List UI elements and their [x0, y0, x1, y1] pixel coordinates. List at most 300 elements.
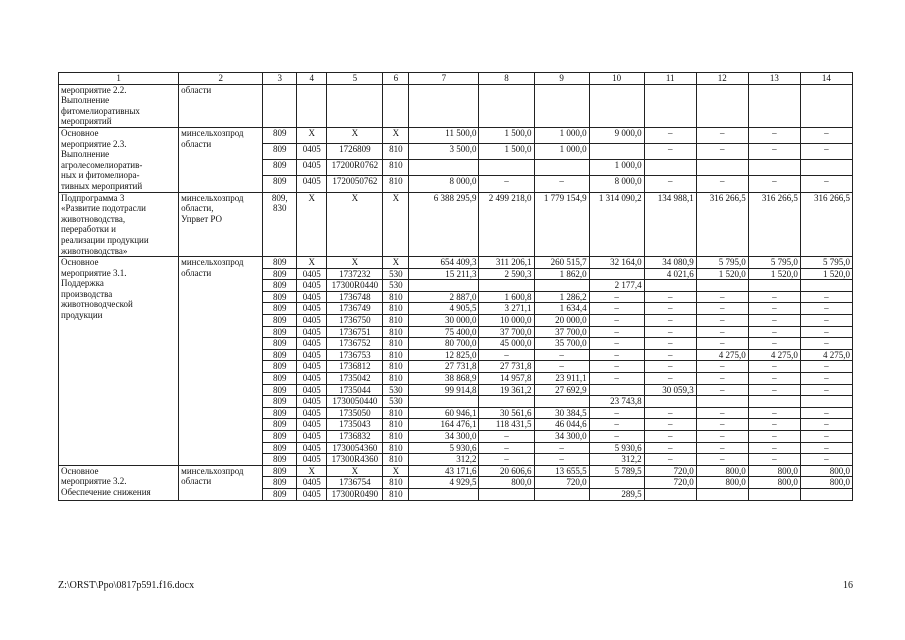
- amount-cell: –: [644, 454, 696, 466]
- amount-cell: 1 286,2: [534, 291, 589, 303]
- amount-cell: –: [589, 419, 644, 431]
- amount-cell: 164 476,1: [409, 419, 479, 431]
- code-cell: 809: [263, 396, 297, 408]
- amount-cell: –: [644, 291, 696, 303]
- code-cell: 809: [263, 454, 297, 466]
- code-cell: 810: [383, 291, 409, 303]
- amount-cell: [696, 396, 748, 408]
- amount-cell: [534, 488, 589, 500]
- amount-cell: 1 000,0: [534, 127, 589, 143]
- amount-cell: –: [696, 407, 748, 419]
- amount-cell: [800, 160, 852, 176]
- amount-cell: 1 779 154,9: [534, 192, 589, 257]
- code-cell: 810: [383, 419, 409, 431]
- amount-cell: –: [696, 291, 748, 303]
- code-cell: 0405: [297, 384, 327, 396]
- amount-cell: –: [589, 338, 644, 350]
- amount-cell: 32 164,0: [589, 257, 644, 269]
- amount-cell: 27 731,8: [479, 361, 534, 373]
- amount-cell: –: [800, 326, 852, 338]
- amount-cell: –: [589, 407, 644, 419]
- amount-cell: –: [748, 419, 800, 431]
- amount-cell: 13 655,5: [534, 465, 589, 477]
- code-cell: 0405: [297, 303, 327, 315]
- code-cell: 809, 830: [263, 192, 297, 257]
- executor-cell: минсельхозпрод области: [179, 465, 263, 500]
- amount-cell: 27 731,8: [409, 361, 479, 373]
- code-cell: 17300R4360: [327, 454, 383, 466]
- amount-cell: –: [748, 361, 800, 373]
- amount-cell: –: [589, 315, 644, 327]
- code-cell: 1735042: [327, 373, 383, 385]
- amount-cell: 19 361,2: [479, 384, 534, 396]
- amount-cell: [800, 84, 852, 127]
- amount-cell: –: [696, 431, 748, 443]
- column-number: 13: [748, 73, 800, 85]
- amount-cell: 289,5: [589, 488, 644, 500]
- code-cell: 530: [383, 384, 409, 396]
- code-cell: X: [383, 127, 409, 143]
- amount-cell: 46 044,6: [534, 419, 589, 431]
- amount-cell: –: [696, 454, 748, 466]
- amount-cell: –: [800, 442, 852, 454]
- code-cell: 1736751: [327, 326, 383, 338]
- amount-cell: 316 266,5: [800, 192, 852, 257]
- amount-cell: 15 211,3: [409, 268, 479, 280]
- code-cell: 0405: [297, 268, 327, 280]
- amount-cell: [479, 488, 534, 500]
- amount-cell: 8 000,0: [589, 176, 644, 192]
- amount-cell: –: [748, 144, 800, 160]
- amount-cell: –: [644, 431, 696, 443]
- column-number: 6: [383, 73, 409, 85]
- code-cell: 809: [263, 257, 297, 269]
- measure-title: Основное мероприятие 3.1. Поддержка производства животноводческой продукции: [59, 257, 179, 466]
- code-cell: 809: [263, 160, 297, 176]
- amount-cell: 5 795,0: [696, 257, 748, 269]
- code-cell: 0405: [297, 396, 327, 408]
- amount-cell: 27 692,9: [534, 384, 589, 396]
- code-cell: 17300R0490: [327, 488, 383, 500]
- amount-cell: 800,0: [748, 477, 800, 489]
- amount-cell: [589, 84, 644, 127]
- amount-cell: 99 914,8: [409, 384, 479, 396]
- amount-cell: 316 266,5: [748, 192, 800, 257]
- amount-cell: [589, 144, 644, 160]
- amount-cell: 30 384,5: [534, 407, 589, 419]
- amount-cell: –: [800, 144, 852, 160]
- code-cell: 1736753: [327, 349, 383, 361]
- amount-cell: [409, 160, 479, 176]
- code-cell: 1735050: [327, 407, 383, 419]
- amount-cell: 5 930,6: [589, 442, 644, 454]
- code-cell: X: [297, 127, 327, 143]
- measure-title: Подпрограмма 3 «Развитие подотрасли животноводства, переработки и реализации продукции животноводства»: [59, 192, 179, 257]
- amount-cell: –: [534, 454, 589, 466]
- amount-cell: –: [696, 315, 748, 327]
- amount-cell: [409, 488, 479, 500]
- amount-cell: [409, 84, 479, 127]
- code-cell: 810: [383, 407, 409, 419]
- amount-cell: –: [800, 127, 852, 143]
- amount-cell: 34 300,0: [409, 431, 479, 443]
- column-number: 2: [179, 73, 263, 85]
- code-cell: 809: [263, 361, 297, 373]
- amount-cell: [800, 280, 852, 292]
- amount-cell: –: [644, 442, 696, 454]
- amount-cell: –: [644, 373, 696, 385]
- amount-cell: –: [800, 361, 852, 373]
- code-cell: 810: [383, 349, 409, 361]
- code-cell: X: [327, 127, 383, 143]
- code-cell: 809: [263, 419, 297, 431]
- code-cell: 1720050762: [327, 176, 383, 192]
- amount-cell: –: [696, 176, 748, 192]
- amount-cell: 2 887,0: [409, 291, 479, 303]
- amount-cell: 75 400,0: [409, 326, 479, 338]
- code-cell: 810: [383, 315, 409, 327]
- amount-cell: [696, 84, 748, 127]
- amount-cell: –: [696, 338, 748, 350]
- amount-cell: 1 520,0: [748, 268, 800, 280]
- file-path: Z:\ORST\Ppo\0817p591.f16.docx: [58, 580, 195, 591]
- amount-cell: 720,0: [534, 477, 589, 489]
- table-header-row: [59, 73, 853, 85]
- amount-cell: 720,0: [644, 465, 696, 477]
- code-cell: 810: [383, 442, 409, 454]
- amount-cell: 1 520,0: [696, 268, 748, 280]
- amount-cell: –: [696, 373, 748, 385]
- amount-cell: –: [748, 303, 800, 315]
- code-cell: 0405: [297, 315, 327, 327]
- code-cell: 0405: [297, 144, 327, 160]
- code-cell: X: [383, 465, 409, 477]
- column-number: 14: [800, 73, 852, 85]
- amount-cell: –: [479, 454, 534, 466]
- code-cell: 809: [263, 315, 297, 327]
- code-cell: 0405: [297, 280, 327, 292]
- amount-cell: –: [748, 407, 800, 419]
- code-cell: X: [327, 465, 383, 477]
- code-cell: [383, 84, 409, 127]
- code-cell: 810: [383, 303, 409, 315]
- code-cell: 1736750: [327, 315, 383, 327]
- amount-cell: 311 206,1: [479, 257, 534, 269]
- code-cell: 0405: [297, 431, 327, 443]
- amount-cell: [479, 396, 534, 408]
- amount-cell: [534, 84, 589, 127]
- amount-cell: –: [800, 419, 852, 431]
- amount-cell: 6 388 295,9: [409, 192, 479, 257]
- amount-cell: [748, 280, 800, 292]
- amount-cell: 9 000,0: [589, 127, 644, 143]
- column-number: 3: [263, 73, 297, 85]
- amount-cell: 2 177,4: [589, 280, 644, 292]
- amount-cell: 20 606,6: [479, 465, 534, 477]
- code-cell: 809: [263, 442, 297, 454]
- executor-cell: минсельхозпрод области: [179, 257, 263, 466]
- amount-cell: 1 862,0: [534, 268, 589, 280]
- amount-cell: –: [644, 144, 696, 160]
- code-cell: X: [327, 192, 383, 257]
- amount-cell: 3 271,1: [479, 303, 534, 315]
- amount-cell: 5 789,5: [589, 465, 644, 477]
- amount-cell: 312,2: [409, 454, 479, 466]
- code-cell: 809: [263, 280, 297, 292]
- amount-cell: 720,0: [644, 477, 696, 489]
- amount-cell: 45 000,0: [479, 338, 534, 350]
- amount-cell: –: [696, 442, 748, 454]
- amount-cell: [748, 84, 800, 127]
- amount-cell: 800,0: [800, 477, 852, 489]
- amount-cell: –: [748, 431, 800, 443]
- amount-cell: –: [800, 315, 852, 327]
- amount-cell: 20 000,0: [534, 315, 589, 327]
- amount-cell: 30 000,0: [409, 315, 479, 327]
- amount-cell: 4 929,5: [409, 477, 479, 489]
- amount-cell: [479, 84, 534, 127]
- amount-cell: 2 590,3: [479, 268, 534, 280]
- amount-cell: –: [800, 291, 852, 303]
- code-cell: 0405: [297, 373, 327, 385]
- amount-cell: –: [644, 407, 696, 419]
- code-cell: 0405: [297, 477, 327, 489]
- amount-cell: –: [644, 127, 696, 143]
- amount-cell: 35 700,0: [534, 338, 589, 350]
- amount-cell: [748, 396, 800, 408]
- amount-cell: 4 021,6: [644, 268, 696, 280]
- measure-title: Основное мероприятие 2.3. Выполнение агролесомелиоратив- ных и фитомелиора- тивных мероприятий: [59, 127, 179, 192]
- amount-cell: [409, 280, 479, 292]
- code-cell: 530: [383, 280, 409, 292]
- code-cell: 810: [383, 454, 409, 466]
- code-cell: X: [383, 257, 409, 269]
- amount-cell: 8 000,0: [409, 176, 479, 192]
- code-cell: 0405: [297, 488, 327, 500]
- amount-cell: 800,0: [696, 477, 748, 489]
- amount-cell: [696, 488, 748, 500]
- code-cell: X: [297, 192, 327, 257]
- amount-cell: –: [748, 338, 800, 350]
- amount-cell: [748, 488, 800, 500]
- code-cell: 0405: [297, 361, 327, 373]
- executor-cell: области: [179, 84, 263, 127]
- amount-cell: –: [589, 361, 644, 373]
- amount-cell: [644, 280, 696, 292]
- amount-cell: 4 275,0: [748, 349, 800, 361]
- amount-cell: –: [748, 384, 800, 396]
- amount-cell: –: [748, 326, 800, 338]
- amount-cell: –: [696, 419, 748, 431]
- amount-cell: –: [589, 349, 644, 361]
- code-cell: 1730054360: [327, 442, 383, 454]
- amount-cell: –: [589, 373, 644, 385]
- amount-cell: [589, 268, 644, 280]
- amount-cell: [644, 488, 696, 500]
- code-cell: 809: [263, 431, 297, 443]
- code-cell: 810: [383, 176, 409, 192]
- code-cell: 809: [263, 465, 297, 477]
- table-row: [59, 465, 853, 477]
- executor-cell: минсельхозпрод области, Упрвет РО: [179, 192, 263, 257]
- code-cell: 1730050440: [327, 396, 383, 408]
- code-cell: 810: [383, 160, 409, 176]
- amount-cell: –: [696, 303, 748, 315]
- code-cell: 810: [383, 326, 409, 338]
- amount-cell: –: [696, 127, 748, 143]
- code-cell: 0405: [297, 407, 327, 419]
- amount-cell: [800, 396, 852, 408]
- code-cell: 810: [383, 488, 409, 500]
- amount-cell: –: [479, 176, 534, 192]
- code-cell: 530: [383, 396, 409, 408]
- measure-title: мероприятие 2.2. Выполнение фитомелиоративных мероприятий: [59, 84, 179, 127]
- code-cell: 1726809: [327, 144, 383, 160]
- column-number: 9: [534, 73, 589, 85]
- amount-cell: 134 988,1: [644, 192, 696, 257]
- amount-cell: –: [748, 127, 800, 143]
- amount-cell: 316 266,5: [696, 192, 748, 257]
- code-cell: 1736748: [327, 291, 383, 303]
- amount-cell: [644, 84, 696, 127]
- amount-cell: [644, 160, 696, 176]
- amount-cell: 34 080,9: [644, 257, 696, 269]
- amount-cell: 5 795,0: [748, 257, 800, 269]
- amount-cell: –: [696, 361, 748, 373]
- code-cell: [297, 84, 327, 127]
- amount-cell: 800,0: [479, 477, 534, 489]
- amount-cell: –: [534, 361, 589, 373]
- code-cell: 810: [383, 361, 409, 373]
- program-table: [58, 72, 853, 501]
- code-cell: 809: [263, 373, 297, 385]
- amount-cell: [644, 396, 696, 408]
- code-cell: 809: [263, 268, 297, 280]
- amount-cell: –: [800, 303, 852, 315]
- code-cell: 810: [383, 477, 409, 489]
- amount-cell: 1 600,8: [479, 291, 534, 303]
- code-cell: 1736752: [327, 338, 383, 350]
- amount-cell: 1 520,0: [800, 268, 852, 280]
- amount-cell: 654 409,3: [409, 257, 479, 269]
- code-cell: 17200R0762: [327, 160, 383, 176]
- amount-cell: –: [644, 303, 696, 315]
- column-number: 4: [297, 73, 327, 85]
- amount-cell: –: [696, 144, 748, 160]
- amount-cell: –: [534, 176, 589, 192]
- amount-cell: 12 825,0: [409, 349, 479, 361]
- amount-cell: –: [644, 326, 696, 338]
- amount-cell: 800,0: [748, 465, 800, 477]
- amount-cell: –: [644, 419, 696, 431]
- amount-cell: 4 275,0: [696, 349, 748, 361]
- code-cell: 1735044: [327, 384, 383, 396]
- code-cell: [327, 84, 383, 127]
- code-cell: 809: [263, 303, 297, 315]
- code-cell: 809: [263, 176, 297, 192]
- code-cell: 1736832: [327, 431, 383, 443]
- amount-cell: [696, 160, 748, 176]
- amount-cell: –: [644, 349, 696, 361]
- amount-cell: 30 561,6: [479, 407, 534, 419]
- code-cell: 809: [263, 127, 297, 143]
- amount-cell: 38 868,9: [409, 373, 479, 385]
- amount-cell: –: [748, 454, 800, 466]
- code-cell: 1735043: [327, 419, 383, 431]
- amount-cell: [589, 384, 644, 396]
- amount-cell: –: [800, 454, 852, 466]
- amount-cell: 118 431,5: [479, 419, 534, 431]
- amount-cell: 4 275,0: [800, 349, 852, 361]
- amount-cell: 34 300,0: [534, 431, 589, 443]
- table-row: [59, 192, 853, 257]
- amount-cell: –: [696, 384, 748, 396]
- amount-cell: –: [644, 338, 696, 350]
- amount-cell: 43 171,6: [409, 465, 479, 477]
- code-cell: 0405: [297, 419, 327, 431]
- amount-cell: –: [800, 407, 852, 419]
- amount-cell: 1 314 090,2: [589, 192, 644, 257]
- amount-cell: 1 000,0: [589, 160, 644, 176]
- column-number: 5: [327, 73, 383, 85]
- code-cell: 810: [383, 373, 409, 385]
- column-number: 7: [409, 73, 479, 85]
- amount-cell: –: [644, 176, 696, 192]
- amount-cell: –: [748, 291, 800, 303]
- code-cell: 1737232: [327, 268, 383, 280]
- amount-cell: 800,0: [800, 465, 852, 477]
- amount-cell: 14 957,8: [479, 373, 534, 385]
- amount-cell: –: [589, 291, 644, 303]
- amount-cell: 3 500,0: [409, 144, 479, 160]
- amount-cell: 1 500,0: [479, 127, 534, 143]
- code-cell: 0405: [297, 442, 327, 454]
- amount-cell: –: [479, 349, 534, 361]
- column-number: 1: [59, 73, 179, 85]
- amount-cell: [534, 160, 589, 176]
- code-cell: X: [297, 465, 327, 477]
- code-cell: 0405: [297, 160, 327, 176]
- amount-cell: [479, 280, 534, 292]
- column-number: 12: [696, 73, 748, 85]
- code-cell: 1736754: [327, 477, 383, 489]
- code-cell: 809: [263, 144, 297, 160]
- column-number: 8: [479, 73, 534, 85]
- amount-cell: 1 500,0: [479, 144, 534, 160]
- amount-cell: 2 499 218,0: [479, 192, 534, 257]
- amount-cell: –: [696, 326, 748, 338]
- code-cell: 0405: [297, 291, 327, 303]
- amount-cell: –: [644, 361, 696, 373]
- code-cell: 0405: [297, 349, 327, 361]
- amount-cell: 800,0: [696, 465, 748, 477]
- code-cell: [263, 84, 297, 127]
- amount-cell: –: [589, 303, 644, 315]
- code-cell: 0405: [297, 454, 327, 466]
- amount-cell: 60 946,1: [409, 407, 479, 419]
- code-cell: X: [327, 257, 383, 269]
- code-cell: 810: [383, 431, 409, 443]
- amount-cell: [534, 280, 589, 292]
- amount-cell: 80 700,0: [409, 338, 479, 350]
- amount-cell: [479, 160, 534, 176]
- amount-cell: [534, 396, 589, 408]
- page-number: 16: [843, 580, 853, 591]
- amount-cell: 23 743,8: [589, 396, 644, 408]
- amount-cell: 37 700,0: [534, 326, 589, 338]
- amount-cell: –: [534, 442, 589, 454]
- amount-cell: –: [644, 315, 696, 327]
